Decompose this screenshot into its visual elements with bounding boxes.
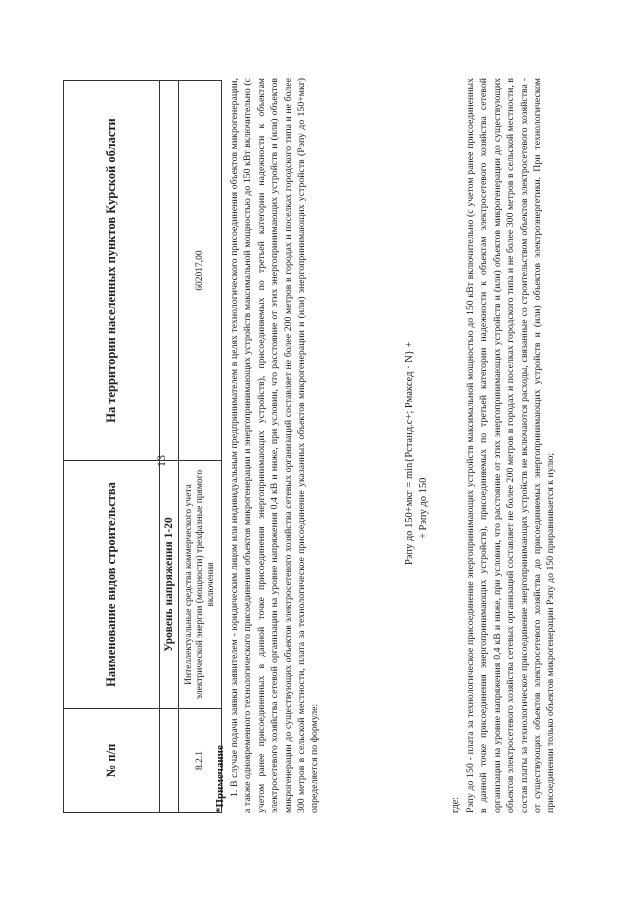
tariff-table [63,80,222,813]
page-number: 13 [154,455,168,467]
where-label: где: [450,797,461,813]
note-paragraph-1: 1. В случае подачи заявки заявителем - юридическим лицом или индивидуальным предпринимателем в целях технологического присоединения объектов микрогенерации, а также одновременного технологического присоединения объектов микрогенерации и энергопринимающих устройств максимальной мощностью до 150 кВт включительно (с учетом ранее присоединенных в данной точке присоединения энергопринимающих устройств), присоединяемых по третьей категории надежности к объектам электросетевого хозяйства сетевой организации на уровне напряжения 0,4 кВ и ниже, при условии, что расстояние от этих энергопринимающих устройств и (или) объектов микрогенерации до существующих объектов электросетевого хозяйства сетевых организаций составляет не более 200 метров в городах и поселках городского типа и не более 300 метров в сельской местности, плата за технологическое присоединение указанных объектов микрогенерации и (или) энергопринимающих устройств (Pэпу до 150+мкг) определяется по формуле: [229,78,321,813]
header-construction-type: Наименование видов строительства [64,461,160,709]
row-value: 602017,00 [179,81,222,461]
row-number: 8.2.1 [179,709,222,813]
table-header-row [64,81,160,813]
formula [403,342,431,565]
level-spacer [160,709,179,813]
table-level-row [160,81,179,813]
table-row [179,81,222,813]
level-spacer-right [160,81,179,461]
note-title: *Примечание [214,745,226,813]
header-territory: На территории населенных пунктов Курской области [64,81,160,461]
formula-line-2: + Pэпу до 150 [418,477,429,539]
level-label: Уровень напряжения 1-20 [160,461,179,709]
header-number: № п/п [64,709,160,813]
row-name: Интеллектуальные средства коммерческого учета электрической энергии (мощности) трехфазные прямого включения [179,461,222,709]
formula-line-1: Pэпу до 150+мкг = min{Pстанд.с+; Pмаксед · N} + [404,341,415,565]
note-paragraph-2: Pэпу до 150 - плата за технологическое присоединение энергопринимающих устройств максимальной мощностью до 150 кВт включительно (с учетом ранее присоединенных в данной точке присоединения энергопринимающих устройств), присоединяемых по третьей категории надежности к объектам электросетевого хозяйства сетевой организации на уровне напряжения 0,4 кВ и ниже, при условии, что расстояние от этих энергопринимающих устройств и (или) объектов микрогенерации до существующих объектов электросетевого хозяйства сетевых организаций составляет не более 200 метров в городах и поселках городского типа и не более 300 метров в сельской местности, в состав платы за технологическое присоединение энергопринимающих устройств не включаются расходы, связанные со строительством объектов электросетевого хозяйства - от существующих объектов электросетевого хозяйства до присоединяемых энергопринимающих устройств и (или) объектов электроэнергетики. При технологическом присоединении только объектов микрогенерации Pэпу до 150 приравнивается к нулю; [465,78,557,813]
